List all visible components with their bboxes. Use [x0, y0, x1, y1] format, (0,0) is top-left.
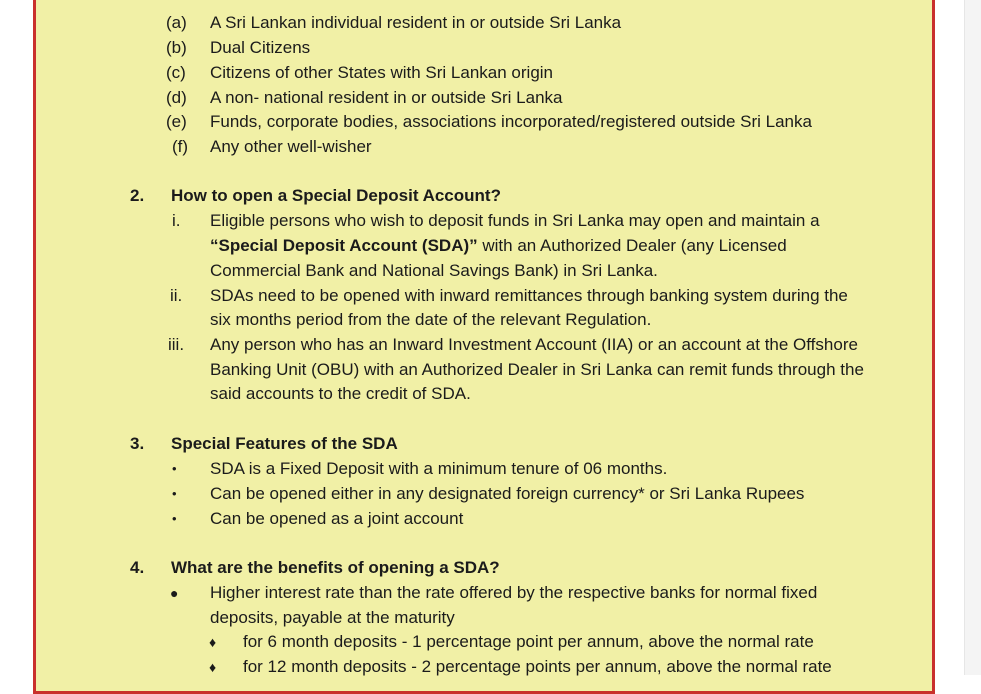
list-marker: (b): [166, 38, 187, 57]
sub-list-item: for 6 month deposits - 1 percentage point per annum, above the normal rate: [243, 632, 814, 651]
paragraph-line: Higher interest rate than the rate offered by the respective banks for normal fixed: [210, 583, 818, 602]
list-marker: iii.: [168, 335, 185, 354]
list-marker: (d): [166, 88, 187, 107]
sub-list-item: for 12 month deposits - 2 percentage points per annum, above the normal rate: [243, 657, 832, 676]
list-marker: (a): [166, 13, 187, 32]
list-item: Funds, corporate bodies, associations incorporated/registered outside Sri Lanka: [210, 112, 812, 131]
paragraph-fragment: with an Authorized Dealer (any Licensed: [477, 236, 787, 255]
bullet: •: [172, 511, 177, 526]
paragraph-line: Any person who has an Inward Investment Account (IIA) or an account at the Offshore: [210, 335, 858, 354]
list-item: A non- national resident in or outside Sri Lanka: [210, 88, 563, 107]
section-number: 2.: [130, 186, 145, 205]
sub-bullet: ♦: [209, 634, 217, 650]
bullet: •: [172, 486, 177, 501]
section-number: 3.: [130, 434, 145, 453]
paragraph-line: Commercial Bank and National Savings Bank) in Sri Lanka.: [210, 261, 658, 280]
sda-term: “Special Deposit Account (SDA)”: [210, 236, 478, 255]
paragraph-line: SDAs need to be opened with inward remittances through banking system during the: [210, 286, 848, 305]
list-marker: (f): [172, 137, 189, 156]
list-marker: i.: [172, 211, 181, 230]
paragraph-line: said accounts to the credit of SDA.: [210, 384, 471, 403]
section-title: Special Features of the SDA: [171, 434, 398, 453]
paragraph-line: deposits, payable at the maturity: [210, 608, 455, 627]
section-title: What are the benefits of opening a SDA?: [171, 558, 500, 577]
list-marker: ii.: [170, 286, 183, 305]
bullet: •: [172, 461, 177, 476]
document-panel: [33, 0, 935, 694]
list-item: Dual Citizens: [210, 38, 311, 57]
scrollbar-track[interactable]: [964, 0, 981, 675]
list-item: Citizens of other States with Sri Lankan origin: [210, 63, 554, 82]
list-marker: (c): [166, 63, 186, 82]
bullet: ●: [170, 585, 179, 601]
list-item: A Sri Lankan individual resident in or outside Sri Lanka: [210, 13, 622, 32]
list-item: Any other well-wisher: [210, 137, 372, 156]
list-item: Can be opened either in any designated foreign currency* or Sri Lanka Rupees: [210, 484, 805, 503]
paragraph-line: Eligible persons who wish to deposit funds in Sri Lanka may open and maintain a: [210, 211, 820, 230]
paragraph-line: [210, 236, 787, 256]
list-item: Can be opened as a joint account: [210, 509, 464, 528]
list-item: SDA is a Fixed Deposit with a minimum tenure of 06 months.: [210, 459, 668, 478]
section-number: 4.: [130, 558, 145, 577]
section1-title-fragment: [236, 0, 368, 1]
sub-bullet: ♦: [209, 659, 217, 675]
paragraph-line: Banking Unit (OBU) with an Authorized Dealer in Sri Lanka can remit funds through the: [210, 360, 864, 379]
list-marker: (e): [166, 112, 187, 131]
paragraph-line: six months period from the date of the relevant Regulation.: [210, 310, 652, 329]
section-title: How to open a Special Deposit Account?: [171, 186, 501, 205]
